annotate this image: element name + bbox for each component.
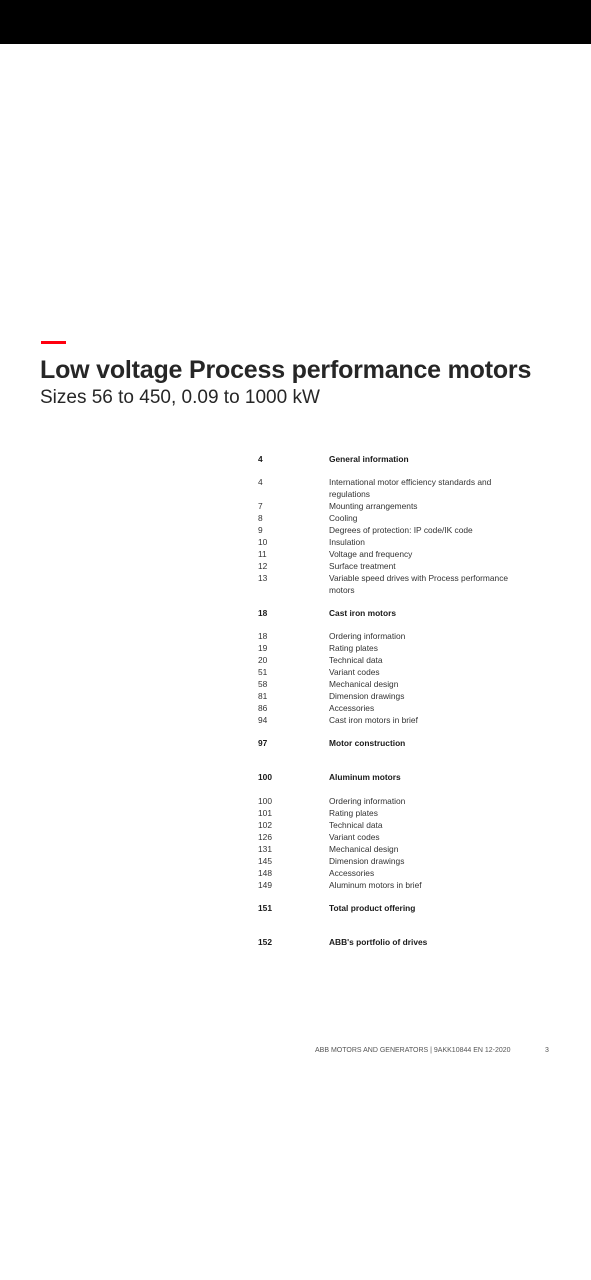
- toc-entry-label: Variant codes: [329, 832, 380, 842]
- toc-page-number: 151: [258, 903, 272, 913]
- toc-entry-label: Cooling: [329, 513, 358, 523]
- toc-page-number: 94: [258, 715, 268, 725]
- toc-page-number: 9: [258, 525, 263, 535]
- toc-page-number: 18: [258, 631, 268, 641]
- toc-page-number: 19: [258, 643, 268, 653]
- toc-entry-label: Total product offering: [329, 903, 416, 913]
- toc-page-number: 18: [258, 608, 268, 618]
- toc-entry-label: Aluminum motors: [329, 772, 401, 782]
- toc-page-number: 148: [258, 868, 272, 878]
- toc-page-number: 97: [258, 738, 268, 748]
- toc-page-number: 126: [258, 832, 272, 842]
- toc-entry-label: Ordering information: [329, 796, 406, 806]
- toc-entry-label: Aluminum motors in brief: [329, 880, 422, 890]
- toc-entry-label: Technical data: [329, 820, 383, 830]
- status-bar: [0, 0, 591, 44]
- toc-entry-label: International motor efficiency standards and regulations: [329, 477, 492, 499]
- toc-entry-label: Accessories: [329, 703, 375, 713]
- toc-page-number: 51: [258, 667, 268, 677]
- toc-page-number: 100: [258, 772, 272, 782]
- toc-entry-label: Variant codes: [329, 667, 380, 677]
- toc-entry-label: Motor construction: [329, 738, 406, 748]
- toc-page-number: 10: [258, 537, 268, 547]
- toc-page-number: 7: [258, 501, 263, 511]
- toc-page-number: 4: [258, 477, 263, 487]
- toc-entry-label: Mechanical design: [329, 844, 399, 854]
- toc-page-number: 4: [258, 454, 263, 464]
- toc-page-number: 58: [258, 679, 268, 689]
- toc-entry-label: Technical data: [329, 655, 383, 665]
- toc-entry-label: Mechanical design: [329, 679, 399, 689]
- toc-page-number: 100: [258, 796, 272, 806]
- toc-page-number: 149: [258, 880, 272, 890]
- toc-entry-label: Dimension drawings: [329, 691, 405, 701]
- toc-entry-label: Insulation: [329, 537, 365, 547]
- toc-entry-label: Voltage and frequency: [329, 549, 413, 559]
- toc-entry-label: Ordering information: [329, 631, 406, 641]
- toc-entry-label: Cast iron motors in brief: [329, 715, 418, 725]
- toc-page-number: 8: [258, 513, 263, 523]
- toc-entry-label: General information: [329, 454, 409, 464]
- toc-entry-label: Cast iron motors: [329, 608, 397, 618]
- accent-bar: [41, 341, 66, 344]
- page-title: Low voltage Process performance motors: [40, 356, 532, 384]
- footer-text: ABB MOTORS AND GENERATORS | 9AKK10844 EN 12-2020: [315, 1047, 511, 1054]
- toc-page-number: 20: [258, 655, 268, 665]
- toc-entry-label: Rating plates: [329, 643, 378, 653]
- toc-entry-label: Dimension drawings: [329, 856, 405, 866]
- toc-page-number: 86: [258, 703, 268, 713]
- toc-page-number: 145: [258, 856, 272, 866]
- toc-entry-label: Rating plates: [329, 808, 378, 818]
- toc-entry-label: Degrees of protection: IP code/IK code: [329, 525, 473, 535]
- toc-page-number: 101: [258, 808, 272, 818]
- toc-page-number: 12: [258, 561, 268, 571]
- toc-page-number: 131: [258, 844, 272, 854]
- toc-entry-label: Surface treatment: [329, 561, 396, 571]
- toc-entry-label: ABB's portfolio of drives: [329, 937, 428, 947]
- toc-page-number: 81: [258, 691, 268, 701]
- toc-entry-label: Accessories: [329, 868, 375, 878]
- toc-page-number: 13: [258, 573, 268, 583]
- toc-page-number: 152: [258, 937, 272, 947]
- toc-entry-label: Mounting arrangements: [329, 501, 418, 511]
- page-subtitle: Sizes 56 to 450, 0.09 to 1000 kW: [40, 387, 320, 408]
- toc-page-number: 102: [258, 820, 272, 830]
- toc-entry-label: Variable speed drives with Process performance motors: [329, 573, 509, 595]
- page-number: 3: [545, 1047, 549, 1054]
- toc-page-number: 11: [258, 549, 267, 559]
